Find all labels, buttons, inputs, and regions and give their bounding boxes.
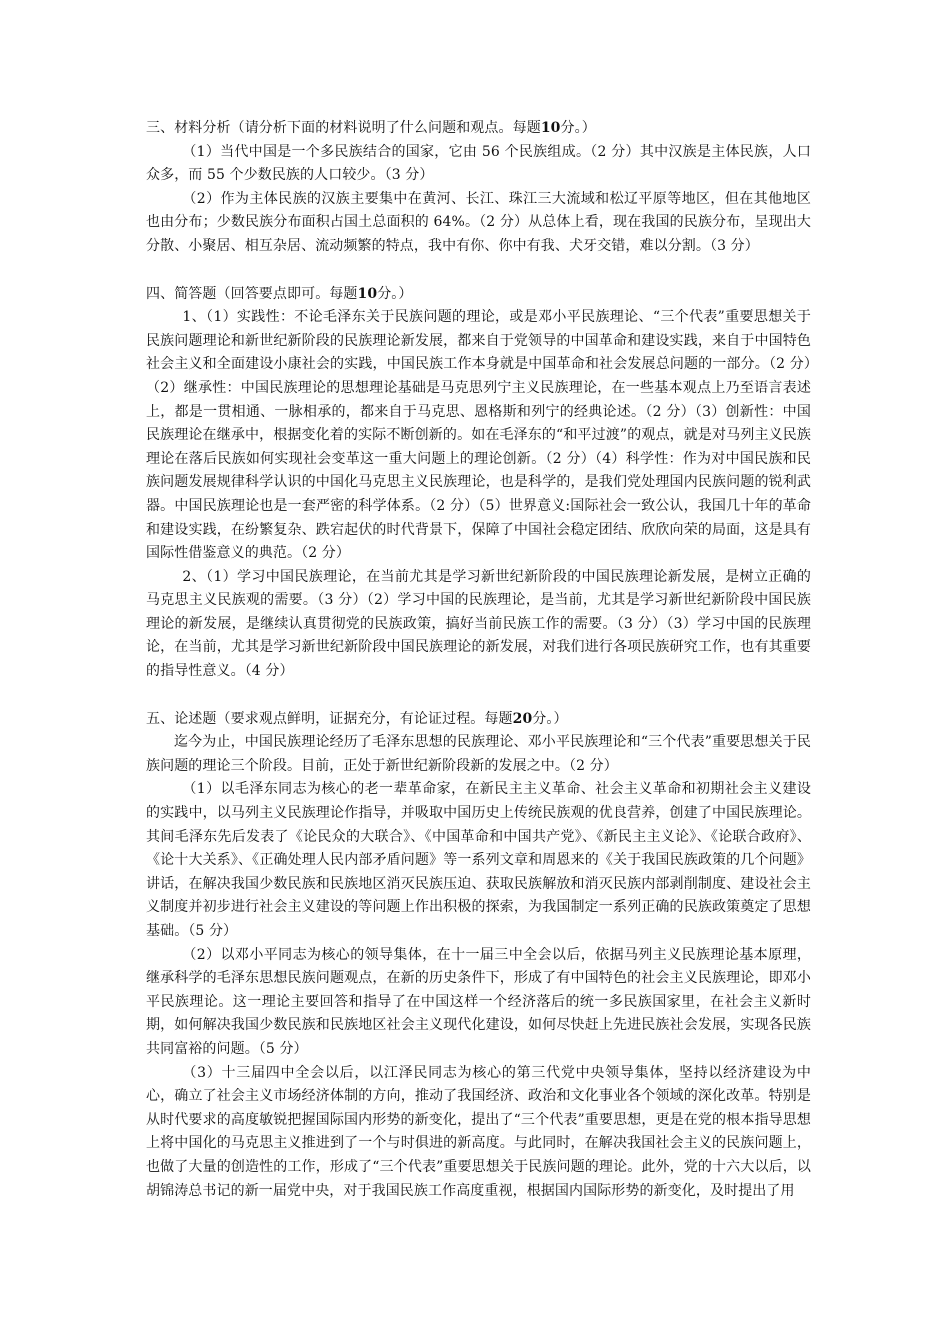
paragraph: （1）以毛泽东同志为核心的老一辈革命家，在新民主主义革命、社会主义革命和初期社会主义建设的实践中，以马列主义民族理论作指导，并吸取中国历史上传统民族观的优良营养，创建了中国民族理论。其间毛泽东先后发表了《论民众的大联合》、《中国革命和中国共产党》、《新民主主义论》、《论联合政府》、《论十大关系》、《正确处理人民内部矛盾问题》等一系列文章和周恩来的《关于我国民族政策的几个问题》讲话，在解决我国少数民族和民族地区消灭民族压迫、获取民族解放和消灭民族内部剥削制度、建设社会主义制度并初步进行社会主义建设的等问题上作出积极的探索，为我国制定一系列正确的民族政策奠定了思想基础。（5 分） — [146, 781, 811, 939]
document-body — [146, 117, 811, 1203]
heading-text-end: 分。） — [560, 120, 596, 136]
paragraph: 2、（1）学习中国民族理论，在当前尤其是学习新世纪新阶段的中国民族理论新发展，是树立正确的马克思主义民族观的需要。（3 分）（2）学习中国的民族理论，是当前，尤其是学习新世纪新阶段中国民族理论的新发展，是继续认真贯彻党的民族政策，搞好当前民族工作的需要。（3 分）（3）学习中国的民族理论，在当前，尤其是学习新世纪新阶段中国民族理论的新发展，对我们进行各项民族研究工作，也有其重要的指导性意义。（4 分） — [146, 568, 811, 680]
paragraph: （3）十三届四中全会以后，以江泽民同志为核心的第三代党中央领导集体，坚持以经济建设为中心，确立了社会主义市场经济体制的方向，推动了我国经济、政治和文化事业各个领域的深化改革。特别是从时代要求的高度敏锐把握国际国内形势的新变化，提出了“三个代表”重要思想，更是在党的根本指导思想上将中国化的马克思主义推进到了一个与时俱进的新高度。与此同时，在解决我国社会主义的民族问题上，也做了大量的创造性的工作，形成了“三个代表”重要思想关于民族问题的理论。此外，党的十六大以后，以胡锦涛总书记的新一届党中央，对于我国民族工作高度重视，根据国内国际形势的新变化，及时提出了用 — [146, 1064, 811, 1199]
section-heading — [146, 117, 811, 141]
heading-score: 20 — [512, 710, 533, 727]
section-essay — [146, 708, 811, 1203]
heading-text: 五、论述题（要求观点鲜明，证据充分，有论证过程。每题 — [146, 710, 513, 727]
paragraph: 1、（1）实践性：不论毛泽东关于民族问题的理论，或是邓小平民族理论、“三个代表”重要思想关于民族问题理论和新世纪新阶段的民族理论新发展，都来自于党领导的中国革命和建设实践，来自于中国特色社会主义和全面建设小康社会的实践，中国民族工作本身就是中国革命和社会发展总问题的一部分。（2 分）（2）继承性：中国民族理论的思想理论基础是马克思列宁主义民族理论，在一些基本观点上乃至语言表述上，都是一贯相通、一脉相承的，都来自于马克思、恩格斯和列宁的经典论述。（2 分）（3）创新性：中国民族理论在继承中，根据变化着的实际不断创新的。如在毛泽东的“和平过渡”的观点，就是对马列主义民族理论在落后民族如何实现社会变革这一重大问题上的理论创新。（2 分）（4）科学性：作为对中国民族和民族问题发展规律科学认识的中国化马克思主义民族理论，也是科学的，是我们党处理国内民族问题的锐利武器。中国民族理论也是一套严密的科学体系。（2 分）（5）世界意义:国际社会一致公认，我国几十年的革命和建设实践，在纷繁复杂、跌宕起伏的时代背景下，保障了中国社会稳定团结、欣欣向荣的局面，这是具有国际性借鉴意义的典范。（2 分） — [146, 309, 811, 562]
section-short-answer — [146, 283, 811, 684]
section-material-analysis — [146, 117, 811, 259]
paragraph: （1）当代中国是一个多民族结合的国家，它由 56 个民族组成。（2 分）其中汉族是主体民族，人口众多，而 55 个少数民族的人口较少。（3 分） — [146, 143, 811, 184]
heading-text-end: 分。） — [377, 285, 413, 302]
paragraph: 迄今为止，中国民族理论经历了毛泽东思想的民族理论、邓小平民族理论和“三个代表”重要思想关于民族问题的理论三个阶段。目前，正处于新世纪新阶段新的发展之中。（2 分） — [146, 734, 811, 774]
heading-text: 三、材料分析（请分析下面的材料说明了什么问题和观点。每题 — [146, 120, 541, 136]
paragraph: （2）以邓小平同志为核心的领导集体，在十一届三中全会以后，依据马列主义民族理论基本原理，继承科学的毛泽东思想民族问题观点，在新的历史条件下，形成了有中国特色的社会主义民族理论，即邓小平民族理论。这一理论主要回答和指导了在中国这样一个经济落后的统一多民族国家里，在社会主义新时期，如何解决我国少数民族和民族地区社会主义现代化建设，如何尽快赶上先进民族社会发展，实现各民族共同富裕的问题。（5 分） — [146, 946, 811, 1057]
heading-text: 四、简答题（回答要点即可。每题 — [146, 285, 358, 302]
heading-score: 10 — [357, 285, 378, 302]
heading-score: 10 — [540, 120, 561, 136]
paragraph: （2）作为主体民族的汉族主要集中在黄河、长江、珠江三大流域和松辽平原等地区，但在其他地区也由分布；少数民族分布面积占国土总面积的 64%。（2 分）从总体上看，现在我国的民族分布，呈现出大分散、小聚居、相互杂居、流动频繁的特点，我中有你、你中有我、犬牙交错，难以分割。（3 分） — [146, 190, 811, 254]
section-heading — [146, 283, 811, 307]
section-heading — [146, 708, 811, 732]
heading-text-end: 分。） — [532, 710, 568, 727]
